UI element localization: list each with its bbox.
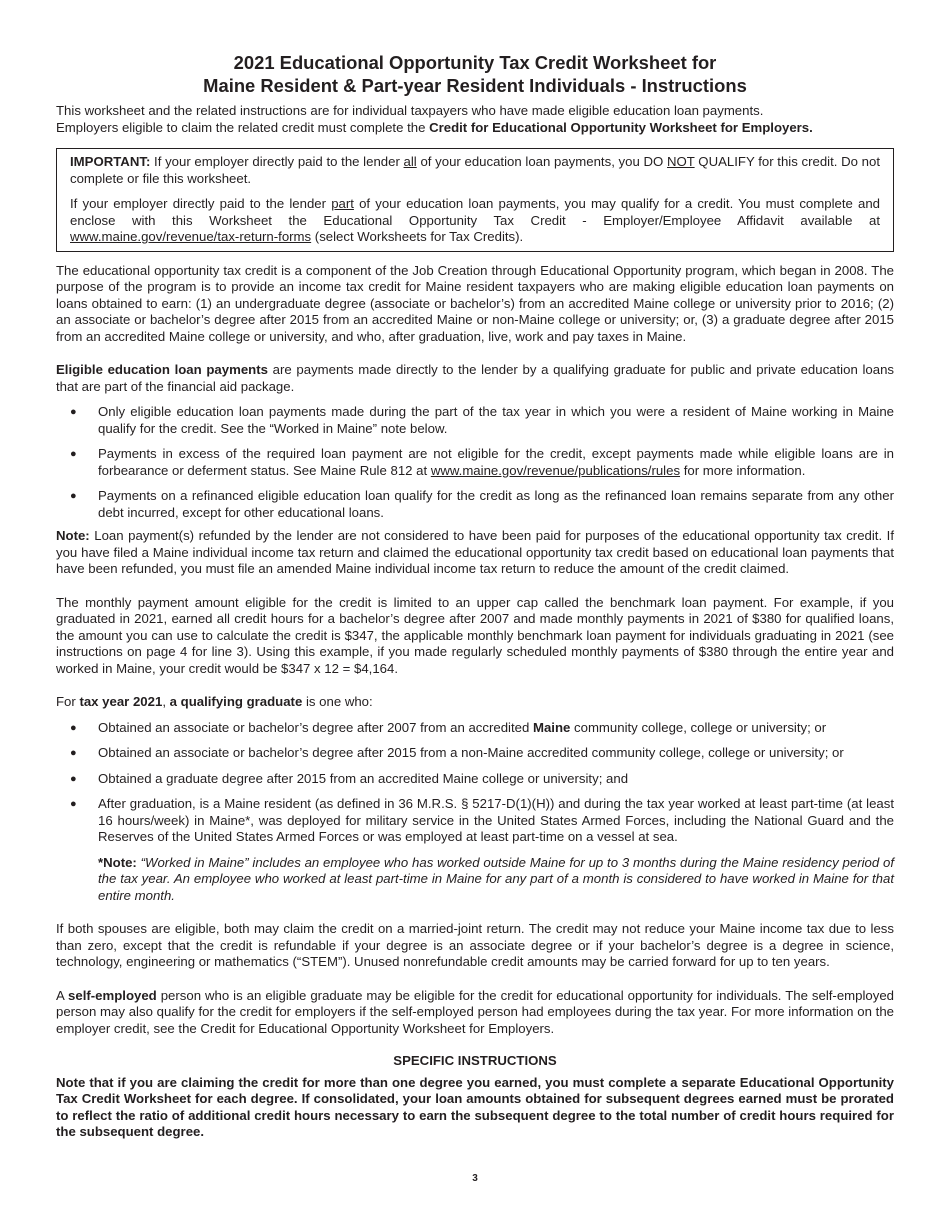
qualifying-graduate-list xyxy=(56,720,894,846)
important-text-c: QUALIFY for this credit. Do not complete or file this worksheet. xyxy=(70,154,880,186)
self-employed-paragraph xyxy=(56,988,894,1038)
eligible-payments-list xyxy=(56,404,894,521)
title-line-1: 2021 Educational Opportunity Tax Credit Worksheet for xyxy=(233,52,717,73)
intro-line-1: This worksheet and the related instructions are for individual taxpayers who have made eligible education loan payments. xyxy=(56,103,764,118)
qualifying-graduate-term: a qualifying graduate xyxy=(169,694,303,709)
subnote-text: “Worked in Maine” includes an employee who has worked outside Maine for up to 3 months during the Maine residency period of the tax year. An employee who worked at least part-time in Maine for any part of a month is considered to have worked in Maine for that entire month. xyxy=(98,854,894,903)
bullet2-text-b: for more information. xyxy=(680,462,806,478)
important-paragraph-2 xyxy=(70,196,880,246)
eligible-payments-text: are payments made directly to the lender by a qualifying graduate for public and private education loans that are part of the financial aid package. xyxy=(56,362,894,394)
list-item xyxy=(56,446,894,479)
list-item: ● Payments on a refinanced eligible education loan qualify for the credit as long as the refinanced loan remains separate from any other debt incurred, except for other educational loans. xyxy=(56,488,894,521)
intro-line-2-prefix: Employers eligible to claim the related credit must complete the xyxy=(56,119,430,135)
q-bullet1-text-a: Obtained an associate or bachelor’s degree after 2007 from an accredited xyxy=(98,719,533,735)
self-employed-prefix: A xyxy=(56,987,69,1003)
employer-worksheet-name: Credit for Educational Opportunity Worksheet for Employers. xyxy=(429,119,813,135)
eligible-payments-paragraph xyxy=(56,362,894,395)
worked-in-maine-note xyxy=(56,855,894,905)
important-notice-box xyxy=(56,148,894,252)
emphasis-all: all xyxy=(403,154,417,169)
intro-paragraph xyxy=(56,103,894,136)
title-line-2: Maine Resident & Part-year Resident Individuals - Instructions xyxy=(203,74,747,96)
note-text: Loan payment(s) refunded by the lender are not considered to have been paid for purposes of the educational opportunity tax credit. If you have filed a Maine individual income tax return and claimed the educational opportunity tax credit based on educational loan payments that have been refunded, you must file an amended Maine individual income tax return to reduce the amount of the credit claimed. xyxy=(56,528,894,576)
important-text-b: of your education loan payments, you DO xyxy=(416,154,667,169)
note-label: Note: xyxy=(56,528,90,543)
self-employed-term: self-employed xyxy=(68,987,157,1003)
qualifying-graduate-intro xyxy=(56,694,894,711)
self-employed-text: person who is an eligible graduate may be eligible for the credit for educational opportunity for individuals. The self-employed person may also qualify for the credit for employers if the self-employed person had employees during the tax year. For more information on the employer credit, see the Credit for Educational Opportunity Worksheet for Employers. xyxy=(56,987,894,1036)
list-item: ● Only eligible education loan payments made during the part of the tax year in which you were a resident of Maine working in Maine qualify for the credit. See the “Worked in Maine” note below. xyxy=(56,404,894,437)
benchmark-paragraph: The monthly payment amount eligible for the credit is limited to an upper cap called the benchmark loan payment. For example, if you graduated in 2021, earned all credit hours for a bachelor’s degree after 2007 and made monthly payments in 2021 of $380 for qualified loans, the amount you can use to calculate the credit is $347, the applicable monthly benchmark loan payment for individuals graduating in 2021 (see instructions on page 4 for line 3). Using this example, if you made regularly scheduled monthly payments of $380 through the entire year and worked in Maine, your credit would be $347 x 12 = $4,164. xyxy=(56,594,894,676)
specific-instructions-heading: SPECIFIC INSTRUCTIONS xyxy=(393,1053,557,1068)
tax-year-term: tax year 2021 xyxy=(79,694,163,709)
important-p2-text-c: (select Worksheets for Tax Credits). xyxy=(311,229,524,244)
important-p2-text-a: If your employer directly paid to the lender xyxy=(70,196,332,211)
emphasis-not: NOT xyxy=(667,154,695,169)
page-title xyxy=(56,52,894,97)
subnote-label: *Note: xyxy=(98,854,137,870)
list-item: ● After graduation, is a Maine resident (as defined in 36 M.R.S. § 5217-D(1)(H)) and during the tax year worked at least part-time (at least 16 hours/week) in Maine*, was deployed for military service in the United States Armed Forces, including the National Guard and the Reserves of the United States Armed Forces or was employed at least part-time on a vessel at sea. xyxy=(56,796,894,846)
bullet2-text-a: Payments in excess of the required loan payment are not eligible for the credit, except payments made while eligible loans are in forbearance or deferment status. See Maine Rule 812 at xyxy=(98,446,894,478)
list-item xyxy=(56,720,894,737)
important-text-a: If your employer directly paid to the lender xyxy=(150,154,404,169)
rules-link[interactable]: www.maine.gov/revenue/publications/rules xyxy=(430,462,681,478)
document-content xyxy=(56,52,894,1141)
page-number: 3 xyxy=(472,1173,478,1184)
specific-instructions-text: Note that if you are claiming the credit for more than one degree you earned, you must complete a separate Educational Opportunity Tax Credit Worksheet for each degree. If consolidated, your loan amounts obtained for subsequent degrees earned must be prorated to reflect the ratio of additional credit hours necessary to earn the subsequent degree to the total number of credit hours required for the subsequent degree. xyxy=(56,1074,894,1139)
list-item: ● Obtained a graduate degree after 2015 from an accredited Maine college or university; and xyxy=(56,771,894,788)
maine-emphasis: Maine xyxy=(532,719,571,735)
eligible-payments-term: Eligible education loan payments xyxy=(56,362,268,377)
qualifying-prefix: For xyxy=(56,694,80,709)
qualifying-suffix: is one who: xyxy=(302,694,373,709)
tax-return-forms-link[interactable]: www.maine.gov/revenue/tax-return-forms xyxy=(70,229,312,244)
spouses-paragraph: If both spouses are eligible, both may claim the credit on a married-joint return. The credit may not reduce your Maine income tax due to less than zero, except that the credit is refundable if your degree is an associate degree or if your bachelor’s degree is a degree in science, technology, engineering or mathematics (“STEM”). Unused nonrefundable credit amounts may be carried forward for up to ten years. xyxy=(56,921,894,969)
refund-note-paragraph xyxy=(56,528,894,578)
list-item: ● Obtained an associate or bachelor’s degree after 2015 from a non-Maine accredited community college, college or university; or xyxy=(56,745,894,762)
important-label: IMPORTANT: xyxy=(70,154,151,169)
important-p2-text-b: of your education loan payments, you may qualify for a credit. You must complete and enclose with this Worksheet the Educational Opportunity Tax Credit - Employer/Employee Affidavit available at xyxy=(70,196,880,228)
qualifying-mid: , xyxy=(162,694,170,709)
important-paragraph-1 xyxy=(70,154,880,187)
emphasis-part: part xyxy=(331,196,354,211)
q-bullet1-text-b: community college, college or university; or xyxy=(570,719,827,735)
program-description-paragraph: The educational opportunity tax credit is a component of the Job Creation through Educational Opportunity program, which began in 2008. The purpose of the program is to provide an income tax credit for Maine resident taxpayers who are making eligible education loan payments on loans obtained to earn: (1) an undergraduate degree (associate or bachelor’s) from an accredited Maine college or university prior to 2016; (2) an associate or bachelor’s degree after 2015 from an accredited Maine or non-Maine college or university; or, (3) a graduate degree after 2015 from an accredited Maine college or university, and who, after graduation, live, work and pay taxes in Maine. xyxy=(56,262,894,344)
